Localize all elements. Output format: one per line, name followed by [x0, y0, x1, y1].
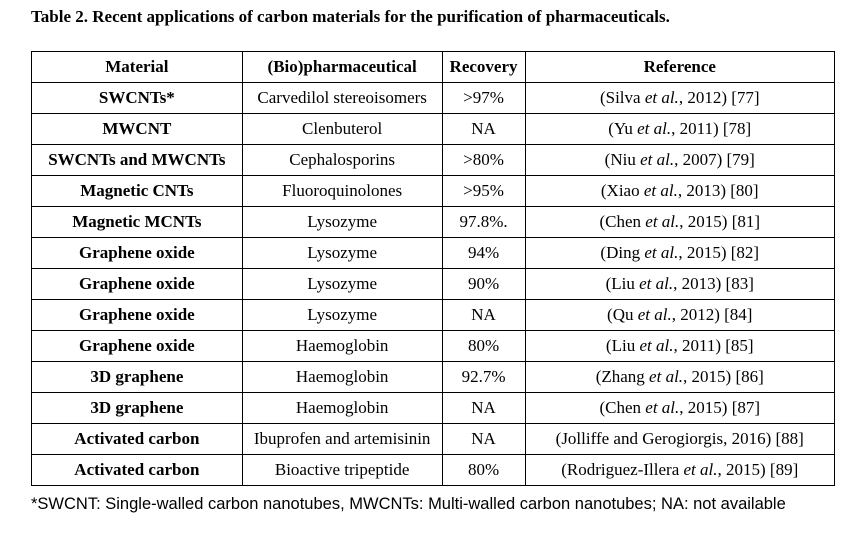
- reference-et-al: et al.: [644, 243, 679, 262]
- cell-reference: [525, 145, 835, 176]
- header-material: Material: [32, 52, 243, 83]
- cell-recovery: 90%: [442, 269, 525, 300]
- cell-recovery: 97.8%.: [442, 207, 525, 238]
- cell-material: Graphene oxide: [32, 300, 243, 331]
- reference-year-number: , 2015) [82]: [678, 243, 760, 262]
- cell-reference: [525, 393, 835, 424]
- cell-pharmaceutical: Clenbuterol: [242, 114, 442, 145]
- cell-pharmaceutical: Haemoglobin: [242, 393, 442, 424]
- cell-pharmaceutical: Lysozyme: [242, 207, 442, 238]
- cell-reference: [525, 300, 835, 331]
- table-row: [32, 269, 835, 300]
- table-row: [32, 207, 835, 238]
- reference-year-number: , 2011) [78]: [671, 119, 752, 138]
- reference-author: (Chen: [599, 398, 646, 417]
- reference-et-al: et al.: [637, 119, 672, 138]
- header-row: [32, 52, 835, 83]
- table-row: [32, 362, 835, 393]
- cell-recovery: NA: [442, 114, 525, 145]
- cell-recovery: NA: [442, 393, 525, 424]
- cell-reference: [525, 207, 835, 238]
- reference-et-al: et al.: [649, 367, 684, 386]
- cell-material: Magnetic CNTs: [32, 176, 243, 207]
- cell-pharmaceutical: Haemoglobin: [242, 331, 442, 362]
- cell-material: SWCNTs*: [32, 83, 243, 114]
- cell-material: Graphene oxide: [32, 331, 243, 362]
- cell-recovery: >95%: [442, 176, 525, 207]
- cell-pharmaceutical: Lysozyme: [242, 300, 442, 331]
- cell-pharmaceutical: Ibuprofen and artemisinin: [242, 424, 442, 455]
- table-row: [32, 176, 835, 207]
- reference-et-al: et al.: [683, 460, 718, 479]
- table-row: [32, 300, 835, 331]
- cell-reference: [525, 269, 835, 300]
- cell-pharmaceutical: Bioactive tripeptide: [242, 455, 442, 486]
- reference-year-number: , 2011) [85]: [673, 336, 754, 355]
- reference-author: (Zhang: [595, 367, 650, 386]
- reference-author: (Yu: [608, 119, 638, 138]
- reference-year-number: , 2013) [80]: [677, 181, 759, 200]
- cell-recovery: 94%: [442, 238, 525, 269]
- cell-pharmaceutical: Haemoglobin: [242, 362, 442, 393]
- cell-material: Activated carbon: [32, 424, 243, 455]
- table-body: [32, 83, 835, 486]
- cell-recovery: 92.7%: [442, 362, 525, 393]
- cell-reference: [525, 176, 835, 207]
- cell-material: Magnetic MCNTs: [32, 207, 243, 238]
- reference-year-number: , 2012) [77]: [678, 88, 760, 107]
- reference-et-al: et al.: [637, 305, 672, 324]
- cell-reference: [525, 331, 835, 362]
- data-table: [31, 51, 835, 486]
- reference-author: (Liu: [605, 336, 640, 355]
- cell-reference: [525, 83, 835, 114]
- cell-material: MWCNT: [32, 114, 243, 145]
- cell-reference: [525, 362, 835, 393]
- table-row: [32, 331, 835, 362]
- cell-pharmaceutical: Carvedilol stereoisomers: [242, 83, 442, 114]
- cell-material: Activated carbon: [32, 455, 243, 486]
- cell-pharmaceutical: Fluoroquinolones: [242, 176, 442, 207]
- reference-et-al: et al.: [644, 88, 679, 107]
- cell-reference: [525, 424, 835, 455]
- reference-et-al: et al.: [645, 398, 680, 417]
- reference-author: (Qu: [607, 305, 638, 324]
- cell-recovery: 80%: [442, 331, 525, 362]
- cell-pharmaceutical: Lysozyme: [242, 238, 442, 269]
- reference-author: (Liu: [605, 274, 640, 293]
- header-recovery: Recovery: [442, 52, 525, 83]
- reference-author: (Jolliffe and Gerogiorgis, 2016) [88]: [555, 429, 804, 448]
- table-row: [32, 424, 835, 455]
- cell-recovery: 80%: [442, 455, 525, 486]
- cell-material: Graphene oxide: [32, 238, 243, 269]
- cell-material: SWCNTs and MWCNTs: [32, 145, 243, 176]
- cell-material: Graphene oxide: [32, 269, 243, 300]
- reference-author: (Xiao: [600, 181, 644, 200]
- reference-et-al: et al.: [643, 181, 678, 200]
- reference-et-al: et al.: [639, 336, 674, 355]
- table-row: [32, 145, 835, 176]
- cell-recovery: >97%: [442, 83, 525, 114]
- reference-year-number: , 2015) [87]: [679, 398, 761, 417]
- reference-author: (Silva: [599, 88, 645, 107]
- cell-material: 3D graphene: [32, 362, 243, 393]
- table-row: [32, 114, 835, 145]
- reference-year-number: , 2015) [81]: [679, 212, 761, 231]
- cell-recovery: NA: [442, 424, 525, 455]
- reference-et-al: et al.: [640, 150, 675, 169]
- reference-year-number: , 2015) [89]: [717, 460, 799, 479]
- reference-author: (Rodriguez-Illera: [561, 460, 684, 479]
- reference-author: (Chen: [599, 212, 646, 231]
- cell-pharmaceutical: Lysozyme: [242, 269, 442, 300]
- reference-year-number: , 2015) [86]: [683, 367, 764, 386]
- cell-recovery: >80%: [442, 145, 525, 176]
- reference-author: (Niu: [604, 150, 641, 169]
- table-row: [32, 455, 835, 486]
- reference-et-al: et al.: [639, 274, 674, 293]
- cell-material: 3D graphene: [32, 393, 243, 424]
- cell-reference: [525, 114, 835, 145]
- header-reference: Reference: [525, 52, 835, 83]
- reference-year-number: , 2013) [83]: [673, 274, 754, 293]
- cell-reference: [525, 455, 835, 486]
- table-row: [32, 393, 835, 424]
- cell-recovery: NA: [442, 300, 525, 331]
- cell-reference: [525, 238, 835, 269]
- table-footnote: *SWCNT: Single-walled carbon nanotubes, MWCNTs: Multi-walled carbon nanotubes; NA: not available: [31, 495, 786, 513]
- table-caption: Table 2. Recent applications of carbon materials for the purification of pharmaceuticals.: [31, 7, 670, 26]
- reference-year-number: , 2012) [84]: [671, 305, 753, 324]
- table-row: [32, 238, 835, 269]
- reference-author: (Ding: [600, 243, 645, 262]
- table-row: [32, 83, 835, 114]
- reference-et-al: et al.: [645, 212, 680, 231]
- reference-year-number: , 2007) [79]: [674, 150, 755, 169]
- header-pharmaceutical: (Bio)pharmaceutical: [242, 52, 442, 83]
- cell-pharmaceutical: Cephalosporins: [242, 145, 442, 176]
